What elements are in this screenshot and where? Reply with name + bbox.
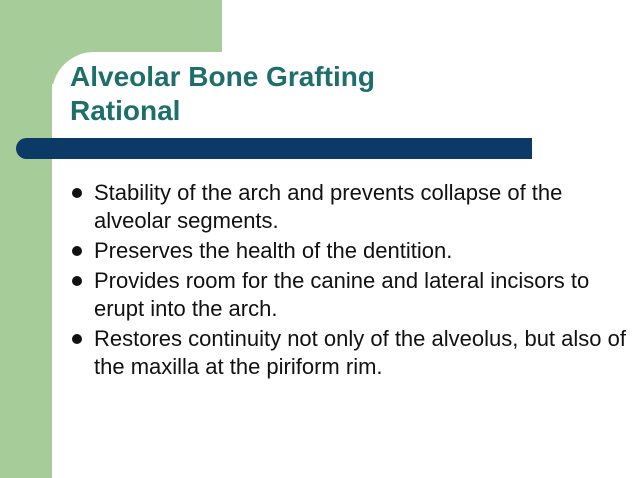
bullet-dot-icon bbox=[72, 188, 82, 198]
title-divider-bar bbox=[16, 138, 532, 159]
bullet-item bbox=[70, 237, 626, 265]
bullet-dot-icon bbox=[72, 334, 82, 344]
slide-title bbox=[70, 60, 590, 128]
bullet-dot-icon bbox=[72, 276, 82, 286]
bullet-text: Provides room for the canine and lateral incisors to erupt into the arch. bbox=[94, 268, 590, 321]
slide-title-line-1: Alveolar Bone Grafting bbox=[70, 61, 375, 92]
slide-title-line-2: Rational bbox=[70, 95, 181, 126]
bullet-list bbox=[70, 179, 626, 383]
bullet-item bbox=[70, 179, 626, 235]
bullet-text: Restores continuity not only of the alveolus, but also of the maxilla at the piriform rim. bbox=[94, 326, 626, 379]
bullet-text: Preserves the health of the dentition. bbox=[94, 238, 453, 263]
bullet-text: Stability of the arch and prevents collapse of the alveolar segments. bbox=[94, 180, 563, 233]
bullet-item bbox=[70, 267, 626, 323]
bullet-dot-icon bbox=[72, 246, 82, 256]
bullet-item bbox=[70, 325, 626, 381]
